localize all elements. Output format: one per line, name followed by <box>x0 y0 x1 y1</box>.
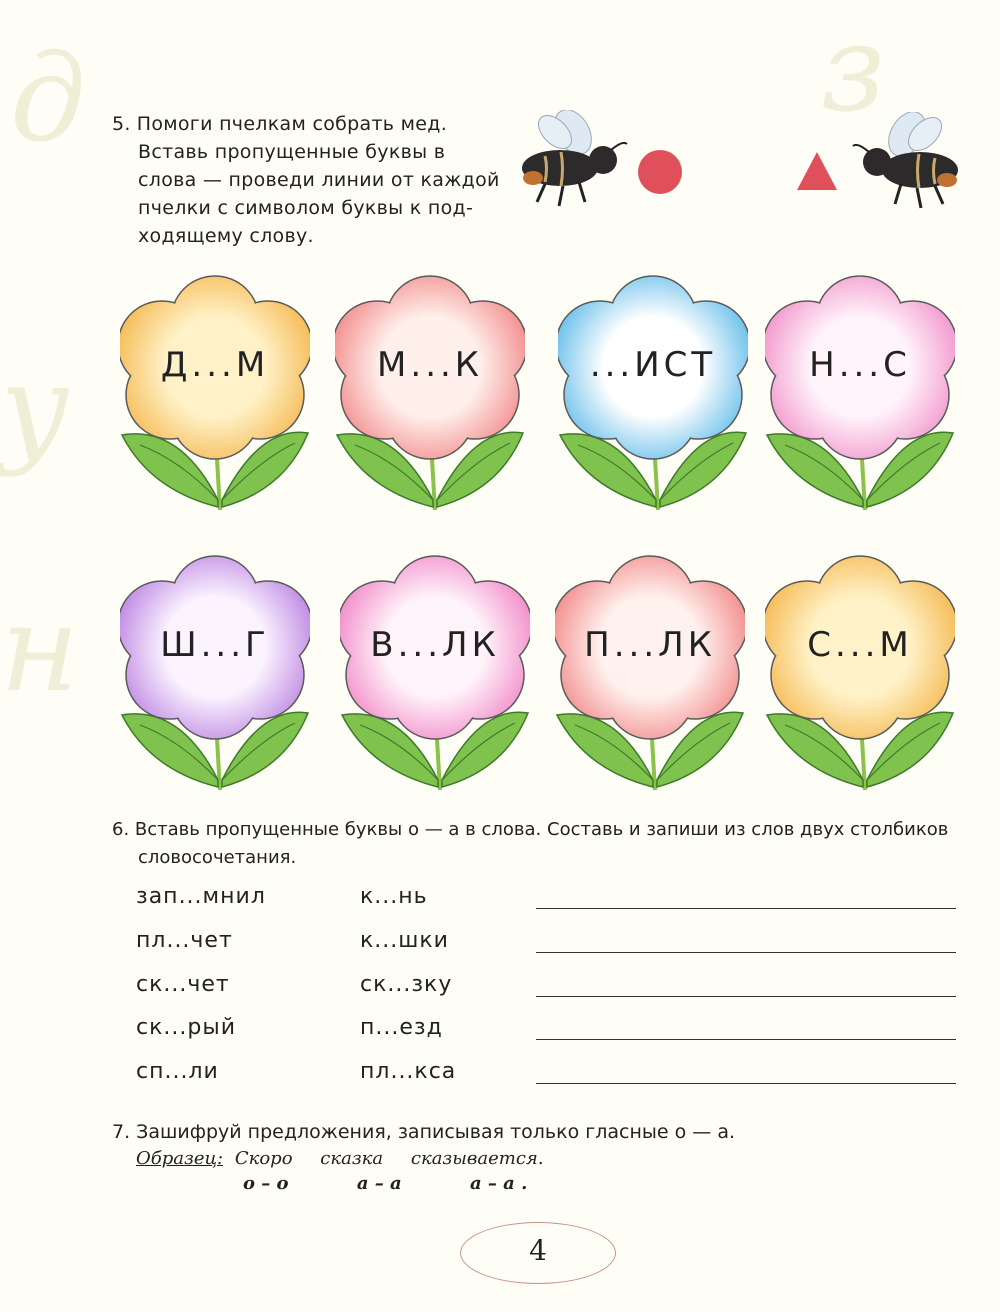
flower-word: П...ЛК <box>584 625 716 665</box>
word-column-2: к...шки <box>360 928 449 953</box>
task-6-line: 6. Вставь пропущенные буквы о — а в слова. Составь и запиши из слов двух столбиков <box>112 819 949 840</box>
flower-card[interactable] <box>335 275 525 535</box>
answer-line[interactable] <box>536 1039 956 1040</box>
sample-word: сказывается. <box>410 1148 544 1169</box>
word-column-1: ск...рый <box>136 1015 236 1040</box>
word-column-2: ск...зку <box>360 972 453 997</box>
task-5-text <box>112 110 500 250</box>
page-number: 4 <box>529 1234 547 1267</box>
word-column-1: ск...чет <box>136 972 230 997</box>
flower-card[interactable] <box>765 555 955 815</box>
sample-line <box>136 1148 566 1169</box>
pattern-item: о – о <box>243 1173 289 1194</box>
background-letter: у <box>0 340 70 479</box>
task-5-number: 5. <box>112 113 131 135</box>
flower-word: Н...С <box>809 345 911 385</box>
word-column-2: пл...кса <box>360 1059 457 1084</box>
flower-card[interactable] <box>120 555 310 815</box>
answer-line[interactable] <box>536 908 956 909</box>
task-7-text: 7. Зашифруй предложения, записывая только гласные о — а. <box>112 1121 736 1143</box>
word-column-1: зап...мнил <box>136 884 266 909</box>
word-row <box>136 1059 966 1099</box>
answer-line[interactable] <box>536 952 956 953</box>
triangle-symbol <box>795 150 839 192</box>
task-5-line: ходящему слову. <box>138 225 314 247</box>
task-6-text <box>112 816 972 872</box>
answer-line[interactable] <box>536 996 956 997</box>
word-column-2: п...езд <box>360 1015 443 1040</box>
task-5-line: слова — проведи линии от каждой <box>138 169 500 191</box>
word-row <box>136 884 966 924</box>
word-column-1: сп...ли <box>136 1059 219 1084</box>
flower-word: М...К <box>377 345 483 385</box>
pattern-item: а – а <box>356 1173 402 1194</box>
bee-symbols-row <box>510 110 970 220</box>
task-6-line: словосочетания. <box>138 847 297 868</box>
word-column-1: пл...чет <box>136 928 233 953</box>
task-5-line: Помоги пчелкам собрать мед. <box>136 113 448 135</box>
task-5-line: пчелки с символом буквы к под- <box>138 197 474 219</box>
word-column-2: к...нь <box>360 884 428 909</box>
sample-label: Образец: <box>136 1148 224 1169</box>
word-row <box>136 1015 966 1055</box>
sample-word: сказка <box>320 1148 384 1169</box>
flower-card[interactable] <box>558 275 748 535</box>
sample-pattern <box>243 1173 589 1194</box>
flower-word: Ш...Г <box>160 625 270 665</box>
word-row <box>136 972 966 1012</box>
bee-icon <box>515 110 630 210</box>
background-letter: н <box>0 580 80 719</box>
bee-icon <box>850 112 965 212</box>
flower-word: Д...М <box>160 345 270 385</box>
sample-word: Скоро <box>234 1148 293 1169</box>
background-letter: д <box>10 30 87 169</box>
circle-symbol <box>638 150 682 194</box>
flower-word: С...М <box>807 625 913 665</box>
word-row <box>136 928 966 968</box>
flower-word: ...ИСТ <box>589 345 717 385</box>
background-letter: з <box>820 0 886 139</box>
answer-line[interactable] <box>536 1083 956 1084</box>
flower-word: В...ЛК <box>370 625 500 665</box>
flower-card[interactable] <box>120 275 310 535</box>
pattern-item: а – а . <box>469 1173 528 1194</box>
flower-card[interactable] <box>765 275 955 535</box>
task-5-line: Вставь пропущенные буквы в <box>138 141 446 163</box>
flower-card[interactable] <box>340 555 530 815</box>
flower-card[interactable] <box>555 555 745 815</box>
